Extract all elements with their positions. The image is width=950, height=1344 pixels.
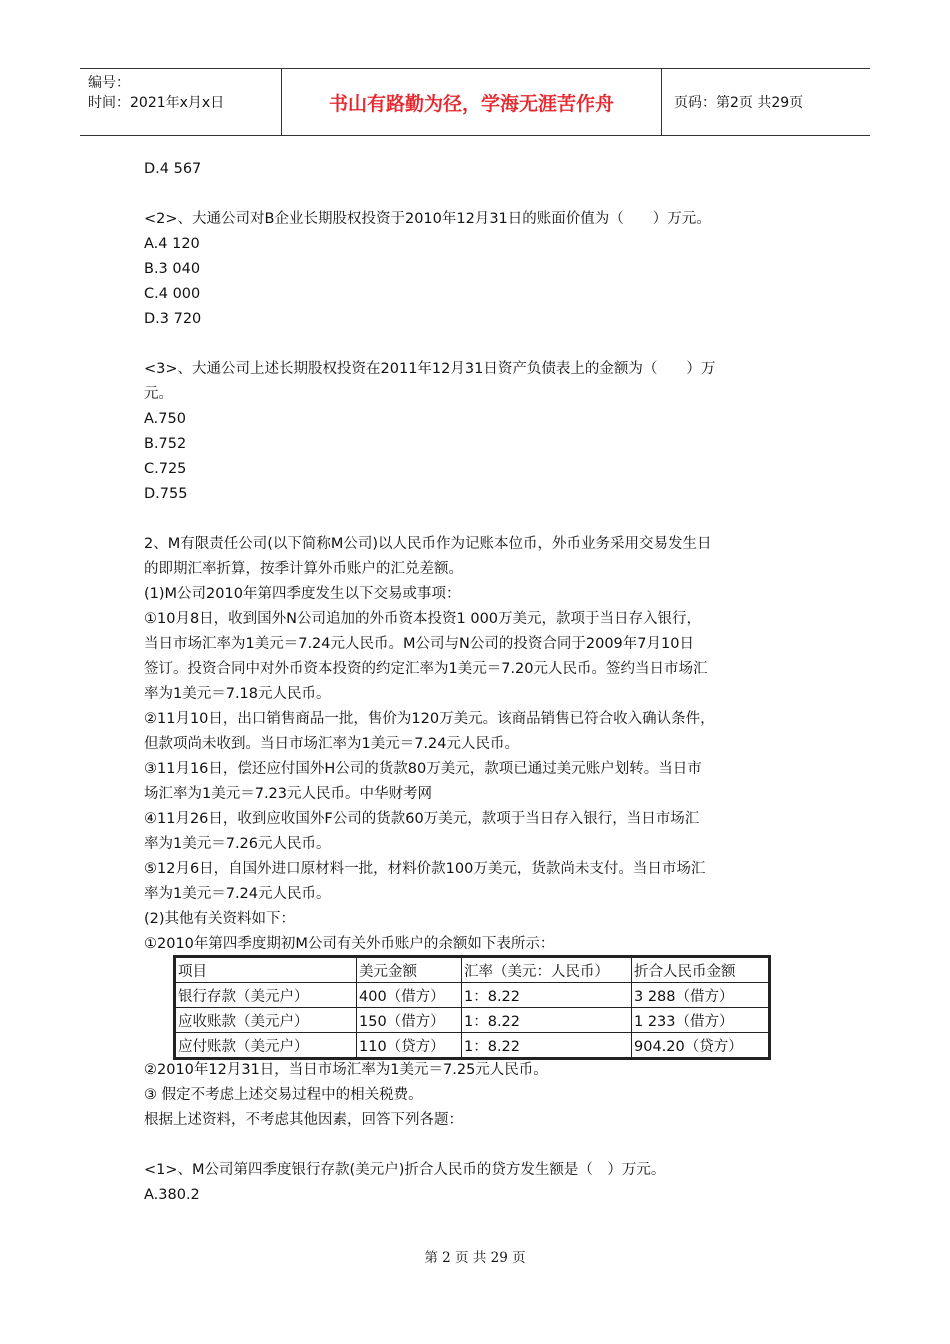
text-line: 签订。投资合同中对外币资本投资的约定汇率为1美元＝7.20元人民币。签约当日市场汇	[144, 661, 708, 677]
table-cell: 1：8.22	[462, 1008, 632, 1033]
text-line: <3>、大通公司上述长期股权投资在2011年12月31日资产负债表上的金额为（ ）万	[144, 361, 716, 377]
text-line: B.3 040	[144, 261, 201, 277]
text-line: <2>、大通公司对B企业长期股权投资于2010年12月31日的账面价值为（ ）万元。	[144, 211, 711, 227]
text-block-b	[144, 1058, 809, 1208]
table-cell: 3 288（借方）	[632, 983, 769, 1008]
text-line: 率为1美元＝7.26元人民币。	[144, 836, 331, 852]
table-row	[176, 1033, 769, 1058]
balance-table	[175, 957, 769, 1058]
header-meta	[80, 69, 282, 135]
table-cell: 1 233（借方）	[632, 1008, 769, 1033]
text-line: 当日市场汇率为1美元＝7.24元人民币。M公司与N公司的投资合同于2009年7月10日	[144, 636, 694, 652]
table-row	[176, 1008, 769, 1033]
table-header-cell: 汇率（美元：人民币）	[462, 958, 632, 983]
number-label: 编号：	[88, 75, 130, 91]
text-line: (1)M公司2010年第四季度发生以下交易或事项：	[144, 586, 461, 602]
text-line: A.380.2	[144, 1187, 200, 1203]
table-cell: 150（借方）	[357, 1008, 462, 1033]
table-cell: 应付账款（美元户）	[176, 1033, 357, 1058]
text-line: D.3 720	[144, 311, 202, 327]
table-cell: 1：8.22	[462, 983, 632, 1008]
text-line: ⑤12月6日，自国外进口原材料一批，材料价款100万美元，货款尚未支付。当日市场汇	[144, 861, 706, 877]
header-page-info: 页码：第2页 共29页	[674, 95, 804, 111]
table-header-cell: 美元金额	[357, 958, 462, 983]
table-row	[176, 983, 769, 1008]
text-line: 率为1美元＝7.18元人民币。	[144, 686, 331, 702]
blank-line	[144, 507, 809, 532]
text-line: ②11月10日，出口销售商品一批，售价为120万美元。该商品销售已符合收入确认条件，	[144, 711, 715, 727]
text-line: A.4 120	[144, 236, 200, 252]
table-cell: 400（借方）	[357, 983, 462, 1008]
document-body	[144, 157, 809, 1208]
blank-line	[144, 1133, 809, 1158]
blank-line	[144, 332, 809, 357]
text-line: C.4 000	[144, 286, 201, 302]
table-cell: 904.20（贷方）	[632, 1033, 769, 1058]
text-line: 元。	[144, 386, 173, 402]
text-line: D.4 567	[144, 161, 202, 177]
text-line: 但款项尚未收到。当日市场汇率为1美元＝7.24元人民币。	[144, 736, 520, 752]
text-line: ②2010年12月31日，当日市场汇率为1美元＝7.25元人民币。	[144, 1062, 548, 1078]
text-line: 的即期汇率折算，按季计算外币账户的汇兑差额。	[144, 561, 463, 577]
text-line: ③ 假定不考虑上述交易过程中的相关税费。	[144, 1087, 423, 1103]
text-line: 场汇率为1美元＝7.23元人民币。中华财考网	[144, 786, 433, 802]
page-header	[80, 68, 870, 136]
table-header-cell: 折合人民币金额	[632, 958, 769, 983]
text-line: B.752	[144, 436, 187, 452]
time-label: 时间：2021年x月x日	[88, 95, 225, 111]
table-header-row	[176, 958, 769, 983]
text-line: ①2010年第四季度期初M公司有关外币账户的余额如下表所示：	[144, 936, 555, 952]
text-line: ④11月26日，收到应收国外F公司的货款60万美元，款项于当日存入银行，当日市场汇	[144, 811, 700, 827]
text-line: C.725	[144, 461, 187, 477]
text-line: A.750	[144, 411, 186, 427]
text-line: D.755	[144, 486, 188, 502]
text-line: 根据上述资料，不考虑其他因素，回答下列各题：	[144, 1112, 463, 1128]
text-line: ③11月16日，偿还应付国外H公司的货款80万美元，款项已通过美元账户划转。当日市	[144, 761, 702, 777]
text-line: 率为1美元＝7.24元人民币。	[144, 886, 331, 902]
text-line: 2、M有限责任公司(以下简称M公司)以人民币作为记账本位币，外币业务采用交易发生日	[144, 536, 712, 552]
text-block-a	[144, 157, 809, 957]
text-line: (2)其他有关资料如下：	[144, 911, 296, 927]
table-cell: 1：8.22	[462, 1033, 632, 1058]
table-cell: 应收账款（美元户）	[176, 1008, 357, 1033]
page-footer: 第 2 页 共 29 页	[424, 1250, 526, 1266]
blank-line	[144, 182, 809, 207]
table-cell: 110（贷方）	[357, 1033, 462, 1058]
text-line: ①10月8日，收到国外N公司追加的外币资本投资1 000万美元，款项于当日存入银行，	[144, 611, 702, 627]
table-cell: 银行存款（美元户）	[176, 983, 357, 1008]
text-line: <1>、M公司第四季度银行存款(美元户)折合人民币的贷方发生额是（ ）万元。	[144, 1162, 666, 1178]
table-header-cell: 项目	[176, 958, 357, 983]
header-motto: 书山有路勤为径，学海无涯苦作舟	[282, 69, 662, 135]
